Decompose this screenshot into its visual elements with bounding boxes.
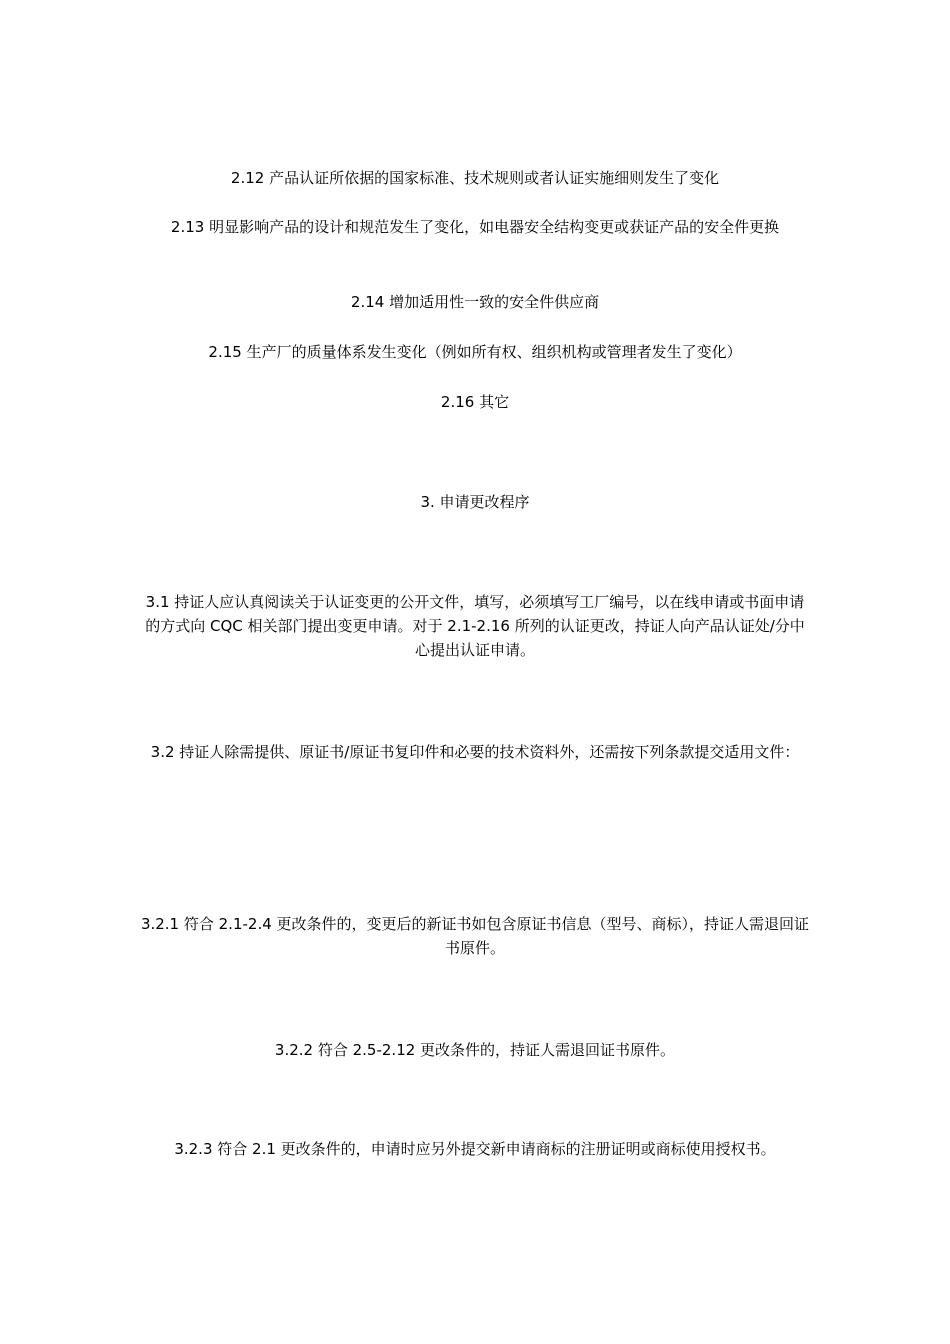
paragraph-3-1: 3.1 持证人应认真阅读关于认证变更的公开文件，填写，必须填写工厂编号，以在线申请或书面申请的方式向 CQC 相关部门提出变更申请。对于 2.1-2.16 所列的认证更改，持证人向产品认证处/分中心提出认证申请。 [145, 593, 805, 659]
section-heading-3: 3. 申请更改程序 [420, 493, 530, 511]
paragraph-2-14: 2.14 增加适用性一致的安全件供应商 [350, 293, 600, 311]
paragraph-3-2-2: 3.2.2 符合 2.5-2.12 更改条件的，持证人需退回证书原件。 [274, 1041, 676, 1059]
paragraph-3-2-3: 3.2.3 符合 2.1 更改条件的，申请时应另外提交新申请商标的注册证明或商标使用授权书。 [174, 1140, 776, 1158]
paragraph-2-12: 2.12 产品认证所依据的国家标准、技术规则或者认证实施细则发生了变化 [230, 169, 720, 187]
paragraph-2-15: 2.15 生产厂的质量体系发生变化（例如所有权、组织机构或管理者发生了变化） [208, 343, 742, 361]
paragraph-3-2: 3.2 持证人除需提供、原证书/原证书复印件和必要的技术资料外，还需按下列条款提交适用文件： [150, 743, 800, 761]
paragraph-2-13: 2.13 明显影响产品的设计和规范发生了变化，如电器安全结构变更或获证产品的安全件更换 [170, 218, 780, 236]
paragraph-2-16: 2.16 其它 [440, 393, 510, 411]
paragraph-3-2-1: 3.2.1 符合 2.1-2.4 更改条件的，变更后的新证书如包含原证书信息（型号、商标），持证人需退回证书原件。 [140, 915, 810, 957]
